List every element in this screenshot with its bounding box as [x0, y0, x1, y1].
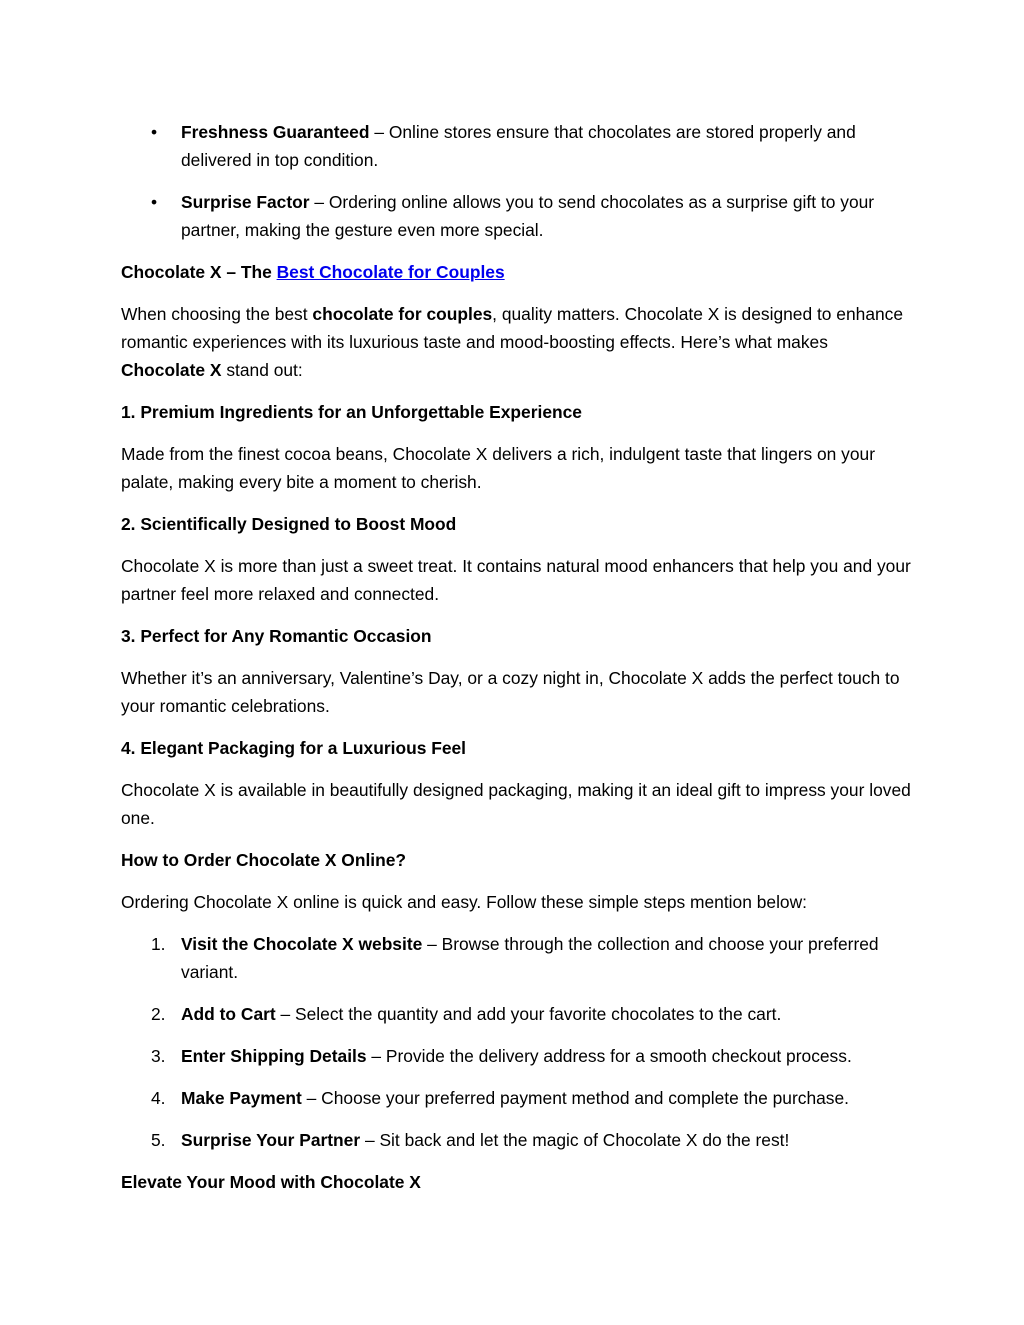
closing-heading-text: Elevate Your Mood with Chocolate X [121, 1172, 421, 1192]
intro-text-3: stand out: [221, 360, 303, 380]
step-bold-label: Add to Cart [181, 1004, 276, 1024]
step-item [121, 1042, 911, 1070]
bullet-item-surprise [121, 188, 911, 244]
best-chocolate-link[interactable]: Best Chocolate for Couples [276, 262, 505, 282]
feature-heading-text: 1. Premium Ingredients for an Unforgettable Experience [121, 402, 582, 422]
benefits-bullet-list [121, 118, 911, 244]
intro-text-1: When choosing the best [121, 304, 313, 324]
feature-body: Chocolate X is more than just a sweet treat. It contains natural mood enhancers that help you and your partner feel more relaxed and connected. [121, 556, 911, 604]
intro-bold-1: chocolate for couples [312, 304, 493, 324]
section-heading-prefix: Chocolate X – The [121, 262, 277, 282]
bullet-marker: • [151, 192, 158, 212]
step-text: – Provide the delivery address for a smooth checkout process. [366, 1046, 852, 1066]
order-steps-list [121, 930, 911, 1154]
step-number: 1. [151, 934, 166, 954]
feature-body: Whether it’s an anniversary, Valentine’s Day, or a cozy night in, Chocolate X adds the perfect touch to your romantic celebrations. [121, 668, 900, 716]
bullet-bold-label: Freshness Guaranteed [181, 122, 370, 142]
step-text: – Sit back and let the magic of Chocolate X do the rest! [360, 1130, 790, 1150]
bullet-bold-label: Surprise Factor [181, 192, 310, 212]
feature-body: Made from the finest cocoa beans, Chocolate X delivers a rich, indulgent taste that lingers on your palate, making every bite a moment to cherish. [121, 444, 876, 492]
step-text: – Choose your preferred payment method and complete the purchase. [301, 1088, 849, 1108]
feature-heading-text: 4. Elegant Packaging for a Luxurious Feel [121, 738, 467, 758]
step-bold-label: Visit the Chocolate X website [181, 934, 423, 954]
order-heading [121, 846, 911, 874]
step-bold-label: Surprise Your Partner [181, 1130, 361, 1150]
feature-heading-text: 2. Scientifically Designed to Boost Mood [121, 514, 457, 534]
bullet-text: – Ordering online allows you to send chocolates as a surprise gift to your partner, making the gesture even more special. [181, 192, 875, 240]
bullet-marker: • [151, 122, 158, 142]
bullet-item-freshness [121, 118, 911, 174]
step-item [121, 1126, 911, 1154]
document-page [121, 118, 911, 1210]
feature-body: Chocolate X is available in beautifully designed packaging, making it an ideal gift to impress your loved one. [121, 780, 911, 828]
step-item [121, 1000, 911, 1028]
step-number: 2. [151, 1004, 166, 1024]
step-bold-label: Make Payment [181, 1088, 302, 1108]
closing-heading [121, 1168, 911, 1196]
feature-heading [121, 622, 911, 650]
feature-heading [121, 398, 911, 426]
section-heading [121, 258, 911, 286]
feature-heading [121, 510, 911, 538]
step-item [121, 1084, 911, 1112]
intro-bold-2: Chocolate X [121, 360, 222, 380]
intro-text-2: , quality matters. Chocolate X is designed to enhance romantic experiences with its luxurious taste and mood-boosting effects. Here’s what makes [121, 304, 904, 352]
order-heading-text: How to Order Chocolate X Online? [121, 850, 407, 870]
step-text: – Select the quantity and add your favorite chocolates to the cart. [275, 1004, 782, 1024]
bullet-text: – Online stores ensure that chocolates are stored properly and delivered in top condition. [181, 122, 856, 170]
step-number: 5. [151, 1130, 166, 1150]
intro-paragraph [121, 300, 911, 384]
step-number: 4. [151, 1088, 166, 1108]
step-bold-label: Enter Shipping Details [181, 1046, 367, 1066]
feature-heading [121, 734, 911, 762]
step-item [121, 930, 911, 986]
feature-heading-text: 3. Perfect for Any Romantic Occasion [121, 626, 432, 646]
step-number: 3. [151, 1046, 166, 1066]
order-intro: Ordering Chocolate X online is quick and easy. Follow these simple steps mention below: [121, 892, 807, 912]
step-text: – Browse through the collection and choose your preferred variant. [181, 934, 879, 982]
